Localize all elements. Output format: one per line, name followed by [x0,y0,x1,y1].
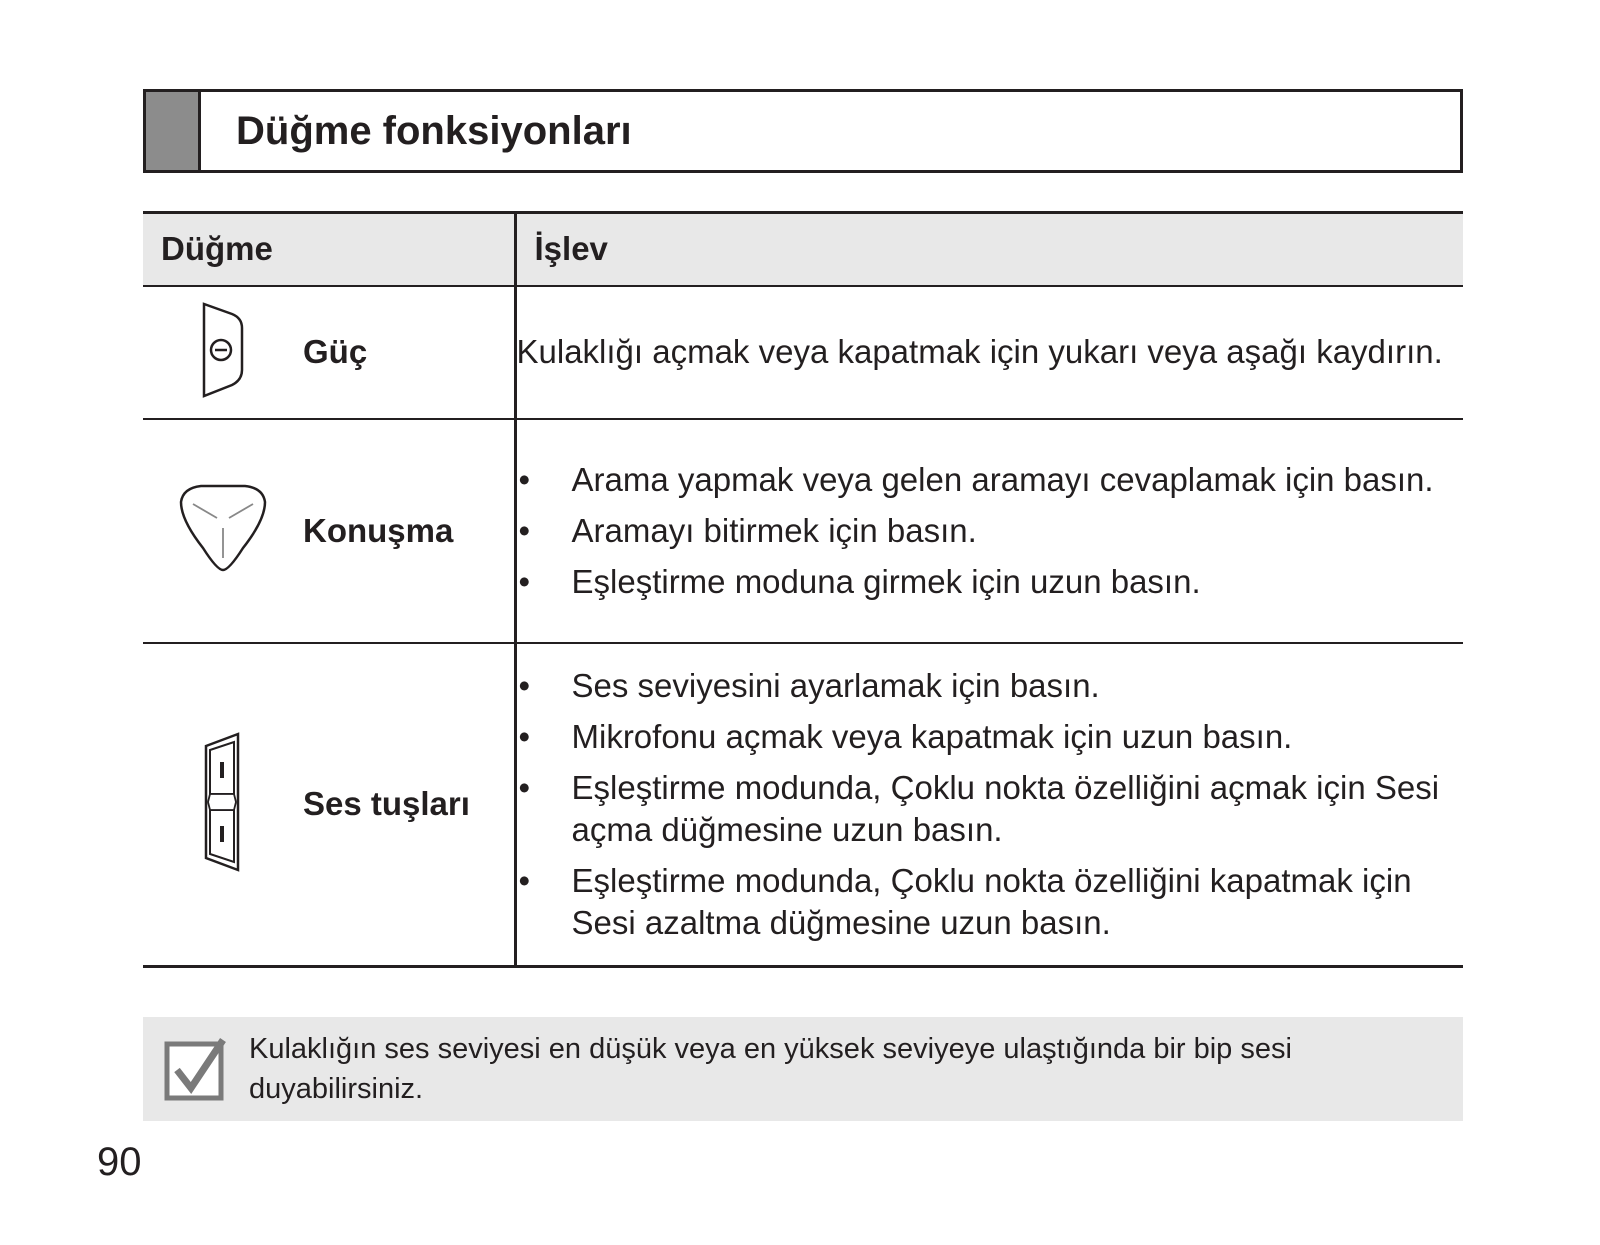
button-functions-table [143,211,1463,968]
bullet-mark: • [518,861,531,899]
talk-icon-cell [143,419,303,643]
table-header-row [143,213,1463,286]
list-item [517,860,1464,944]
table-row [143,643,1463,967]
page-number: 90 [97,1140,142,1184]
bullet-mark: • [518,717,531,755]
note-text: Kulaklığın ses seviyesi en düşük veya en yüksek seviyeye ulaştığında bir bip sesi duyabilirsiniz. [249,1033,1292,1105]
bullet-text: Eşleştirme moduna girmek için uzun basın. [571,562,1201,600]
list-item [517,561,1464,603]
bullet-mark: • [518,511,531,549]
header-button: Düğme [161,230,273,268]
function-description [515,643,1463,967]
table-row [143,286,1463,419]
function-description: Kulaklığı açmak veya kapatmak için yukarı veya aşağı kaydırın. [515,286,1463,419]
list-item [517,510,1464,552]
table-row [143,419,1463,643]
talk-button-icon [173,480,273,576]
section-header-bar [146,92,201,170]
list-item [517,665,1464,707]
bullet-mark: • [518,460,531,498]
bullet-mark: • [518,666,531,704]
bullet-text: Eşleştirme modunda, Çoklu nokta özelliğini kapatmak için Sesi azaltma düğmesine uzun basın. [571,861,1412,941]
volume-icon-cell [143,643,303,967]
power-icon-cell [143,286,303,419]
header-function: İşlev [515,213,1463,286]
list-item [517,716,1464,758]
bullet-text: Aramayı bitirmek için basın. [571,511,977,549]
bullet-list [517,665,1464,944]
list-item [517,767,1464,851]
list-item [517,459,1464,501]
bullet-text: Mikrofonu açmak veya kapatmak için uzun basın. [571,717,1293,755]
note-box [143,1017,1463,1121]
bullet-text: Arama yapmak veya gelen aramayı cevaplamak için basın. [571,460,1434,498]
section-title: Düğme fonksiyonları [236,108,632,153]
section-header [143,89,1463,173]
bullet-text: Eşleştirme modunda, Çoklu nokta özelliğini açmak için Sesi açma düğmesine uzun basın. [571,768,1440,848]
function-description [515,419,1463,643]
button-name: Konuşma [303,511,454,549]
power-switch-icon [198,300,248,400]
bullet-list [517,459,1464,603]
button-name: Ses tuşları [303,785,470,823]
bullet-text: Ses seviyesini ayarlamak için basın. [571,666,1100,704]
volume-keys-icon [200,732,246,872]
checkbox-note-icon [163,1036,229,1102]
button-name: Güç [303,333,368,370]
bullet-mark: • [518,768,531,806]
bullet-mark: • [518,562,531,600]
